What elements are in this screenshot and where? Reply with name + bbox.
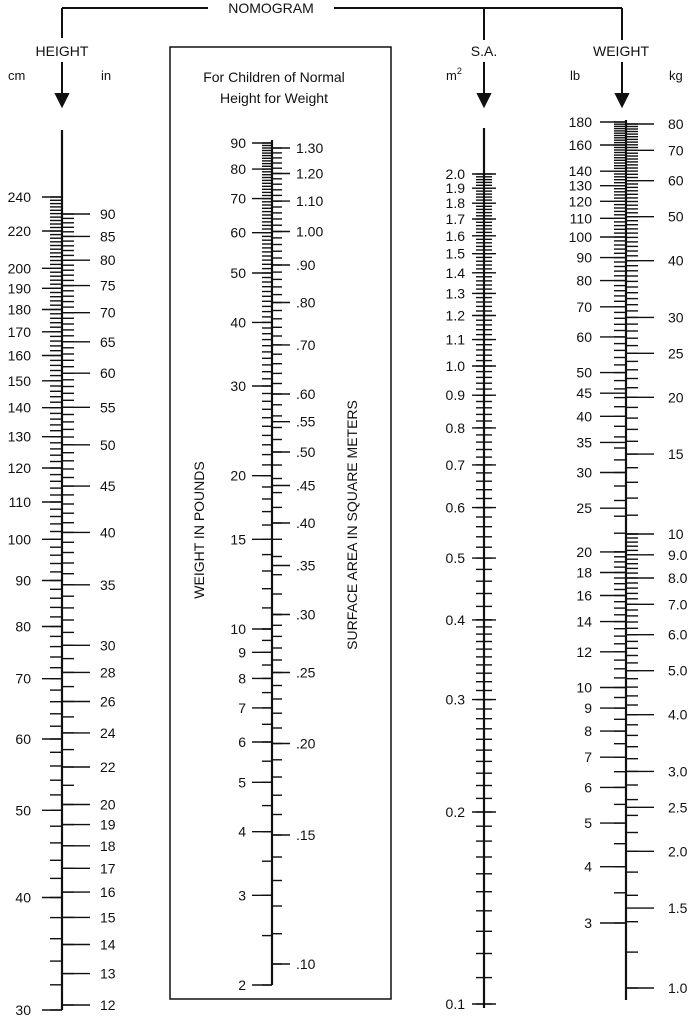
lb-unit: lb: [570, 68, 581, 83]
kg-tick-label: 10: [668, 526, 684, 542]
sa-tick-label: 0.8: [445, 419, 465, 436]
lb-tick-label: 12: [576, 643, 592, 660]
lb-tick-label: 70: [576, 298, 592, 315]
lb-tick-label: 10: [576, 679, 592, 696]
lb-tick-label: 110: [569, 210, 592, 227]
lb-tick-label: 18: [576, 564, 592, 581]
inset-area-label: .80: [296, 294, 316, 311]
cm-tick-label: 90: [15, 572, 31, 589]
inset-area-label: 1.00: [296, 223, 324, 240]
inset-area-label: .40: [296, 515, 316, 531]
sa-tick-label: 1.0: [445, 358, 465, 374]
height-header: HEIGHT: [35, 43, 89, 59]
lb-tick-label: 5: [584, 815, 592, 832]
nomogram-title: NOMOGRAM: [228, 0, 314, 16]
sa-tick-label: 1.8: [445, 195, 465, 212]
kg-tick-label: 70: [668, 142, 684, 159]
in-tick-label: 55: [100, 399, 116, 416]
inset-area-label: .90: [296, 257, 316, 273]
kg-tick-label: 2.0: [668, 843, 688, 860]
cm-tick-label: 120: [7, 460, 31, 476]
cm-tick-label: 50: [15, 802, 31, 819]
inset-weight-label: 60: [230, 224, 246, 241]
sa-tick-label: 1.5: [445, 245, 465, 262]
cm-tick-label: 40: [15, 889, 31, 906]
kg-tick-label: 2.5: [668, 799, 688, 816]
inset-weight-label: 9: [238, 644, 246, 661]
inset-weight-label: 7: [238, 699, 246, 716]
inset-weight-label: 10: [230, 621, 246, 637]
lb-tick-label: 30: [576, 464, 592, 481]
in-tick-label: 20: [100, 796, 116, 813]
sa-unit-exponent: 2: [456, 66, 462, 76]
sa-tick-label: 1.4: [445, 264, 465, 281]
inset-weight-label: 8: [238, 670, 246, 687]
in-tick-label: 70: [100, 304, 116, 321]
lb-tick-label: 80: [576, 272, 592, 289]
sa-unit-base: m: [446, 68, 457, 83]
kg-tick-label: 5.0: [668, 662, 688, 679]
kg-tick-label: 3.0: [668, 763, 688, 780]
inset-weight-label: 5: [238, 774, 246, 791]
height-arrow-icon: [56, 94, 68, 106]
sa-tick-label: 0.9: [445, 387, 465, 404]
area-axis-title: SURFACE AREA IN SQUARE METERS: [344, 400, 360, 650]
sa-tick-label: 0.1: [445, 996, 465, 1012]
kg-tick-label: 40: [668, 252, 684, 269]
inset-weight-label: 4: [238, 823, 246, 840]
sa-tick-label: 1.9: [445, 180, 465, 197]
in-tick-label: 24: [100, 724, 116, 741]
lb-tick-label: 4: [584, 858, 592, 875]
cm-tick-label: 240: [7, 189, 31, 205]
sa-tick-label: 0.2: [445, 804, 465, 820]
inset-area-label: .70: [296, 336, 316, 353]
inset-weight-label: 70: [230, 190, 246, 207]
kg-tick-label: 7.0: [668, 596, 688, 613]
lb-tick-label: 45: [576, 385, 592, 402]
in-tick-label: 65: [100, 333, 116, 350]
sa-tick-label: 0.3: [445, 691, 465, 708]
kg-tick-label: 9.0: [668, 546, 688, 563]
kg-tick-label: 50: [668, 208, 684, 225]
inset-area-label: .45: [296, 477, 316, 494]
in-tick-label: 12: [100, 997, 116, 1013]
cm-tick-label: 150: [7, 372, 31, 389]
inset-weight-label: 15: [230, 531, 246, 548]
lb-tick-label: 130: [568, 177, 592, 194]
inset-area-label: .25: [296, 664, 316, 681]
inset-caption-line2: Height for Weight: [220, 90, 328, 106]
cm-tick-label: 130: [7, 428, 31, 445]
in-tick-label: 50: [100, 436, 116, 453]
cm-tick-label: 30: [15, 1002, 31, 1016]
sa-tick-label: 0.5: [445, 550, 465, 567]
sa-arrow-icon: [478, 94, 490, 106]
lb-tick-label: 14: [576, 613, 592, 630]
cm-tick-label: 200: [7, 260, 31, 277]
sa-tick-label: 2.0: [445, 166, 465, 182]
in-tick-label: 17: [100, 860, 116, 877]
in-tick-label: 35: [100, 576, 116, 593]
lb-tick-label: 90: [576, 249, 592, 266]
sa-header: S.A.: [470, 43, 498, 59]
sa-tick-label: 1.2: [445, 307, 465, 324]
inset-area-label: .50: [296, 444, 316, 460]
kg-tick-label: 6.0: [668, 626, 688, 643]
in-tick-label: 30: [100, 637, 116, 654]
inset-caption-line1: For Children of Normal: [203, 69, 345, 85]
weight-header: WEIGHT: [593, 43, 649, 59]
inset-area-label: 1.20: [296, 165, 324, 182]
cm-tick-label: 190: [7, 280, 31, 297]
in-tick-label: 80: [100, 252, 116, 269]
weight-axis-title: WEIGHT IN POUNDS: [191, 461, 207, 599]
in-tick-label: 85: [100, 228, 116, 245]
lb-tick-label: 9: [584, 700, 592, 717]
lb-tick-label: 8: [584, 723, 592, 740]
kg-tick-label: 1.0: [668, 980, 688, 996]
inset-weight-label: 80: [230, 161, 246, 178]
kg-tick-label: 30: [668, 309, 684, 326]
kg-tick-label: 1.5: [668, 900, 688, 917]
lb-tick-label: 6: [584, 779, 592, 796]
sa-tick-label: 1.7: [445, 211, 465, 227]
in-tick-label: 40: [100, 524, 116, 541]
lb-tick-label: 40: [576, 408, 592, 425]
sa-tick-label: 1.6: [445, 227, 465, 244]
weight-arrow-icon: [616, 94, 628, 106]
in-tick-label: 15: [100, 909, 116, 926]
lb-tick-label: 180: [568, 114, 592, 130]
in-tick-label: 16: [100, 884, 116, 901]
kg-tick-label: 60: [668, 172, 684, 189]
cm-tick-label: 60: [15, 731, 31, 747]
kg-tick-label: 80: [668, 116, 684, 132]
inset-area-label: .15: [296, 827, 316, 843]
kg-tick-label: 8.0: [668, 570, 688, 586]
kg-unit: kg: [669, 68, 683, 83]
inset-area-label: 1.10: [296, 193, 324, 210]
cm-tick-label: 80: [15, 618, 31, 635]
inset-weight-label: 3: [238, 887, 246, 904]
cm-tick-label: 70: [15, 670, 31, 687]
inset-area-label: .55: [296, 413, 316, 430]
sa-tick-label: 1.1: [445, 331, 465, 348]
inset-weight-label: 2: [238, 977, 246, 993]
sa-tick-label: 0.7: [445, 456, 465, 473]
in-tick-label: 75: [100, 277, 116, 294]
inset-weight-label: 50: [230, 265, 246, 281]
cm-tick-label: 220: [7, 223, 31, 239]
in-tick-label: 28: [100, 664, 116, 681]
header-bracket: [62, 8, 622, 40]
cm-tick-label: 180: [7, 301, 31, 318]
cm-tick-label: 170: [7, 323, 31, 340]
in-tick-label: 14: [100, 936, 116, 953]
kg-tick-label: 25: [668, 345, 684, 362]
inset-area-label: .20: [296, 735, 316, 752]
cm-tick-label: 100: [7, 531, 31, 548]
in-tick-label: 90: [100, 206, 116, 222]
lb-tick-label: 120: [568, 193, 592, 210]
lb-tick-label: 25: [576, 500, 592, 517]
in-tick-label: 18: [100, 837, 116, 854]
inset-weight-label: 6: [238, 734, 246, 750]
kg-tick-label: 4.0: [668, 706, 688, 723]
inset-weight-label: 30: [230, 378, 246, 394]
lb-tick-label: 60: [576, 328, 592, 345]
cm-tick-label: 140: [7, 399, 31, 416]
inset-area-label: 1.30: [296, 140, 324, 156]
in-tick-label: 13: [100, 965, 116, 982]
lb-tick-label: 140: [568, 163, 592, 180]
kg-tick-label: 20: [668, 389, 684, 406]
inset-area-label: .30: [296, 606, 316, 623]
cm-tick-label: 160: [7, 347, 31, 364]
in-tick-label: 60: [100, 365, 116, 382]
inset-area-label: .60: [296, 386, 316, 402]
lb-tick-label: 16: [576, 587, 592, 604]
in-tick-label: 19: [100, 816, 116, 833]
lb-tick-label: 7: [584, 749, 592, 766]
lb-tick-label: 20: [576, 543, 592, 560]
sa-tick-label: 0.4: [445, 611, 465, 628]
in-tick-label: 26: [100, 693, 116, 710]
inset-weight-label: 90: [230, 135, 246, 151]
sa-unit: [446, 66, 462, 83]
lb-tick-label: 160: [568, 137, 592, 153]
sa-tick-label: 1.3: [445, 285, 465, 302]
in-tick-label: 22: [100, 759, 116, 775]
lb-tick-label: 50: [576, 364, 592, 381]
lb-tick-label: 3: [584, 915, 592, 931]
inset-area-label: .35: [296, 557, 316, 574]
in-tick-label: 45: [100, 478, 116, 495]
in-unit: in: [101, 68, 112, 83]
cm-tick-label: 110: [8, 494, 31, 510]
inset-weight-label: 20: [230, 467, 246, 484]
cm-unit: cm: [8, 68, 26, 83]
sa-tick-label: 0.6: [445, 499, 465, 516]
lb-tick-label: 35: [576, 434, 592, 451]
inset-area-label: .10: [296, 956, 316, 972]
lb-tick-label: 100: [568, 229, 592, 245]
inset-weight-label: 40: [230, 314, 246, 331]
kg-tick-label: 15: [668, 446, 684, 463]
